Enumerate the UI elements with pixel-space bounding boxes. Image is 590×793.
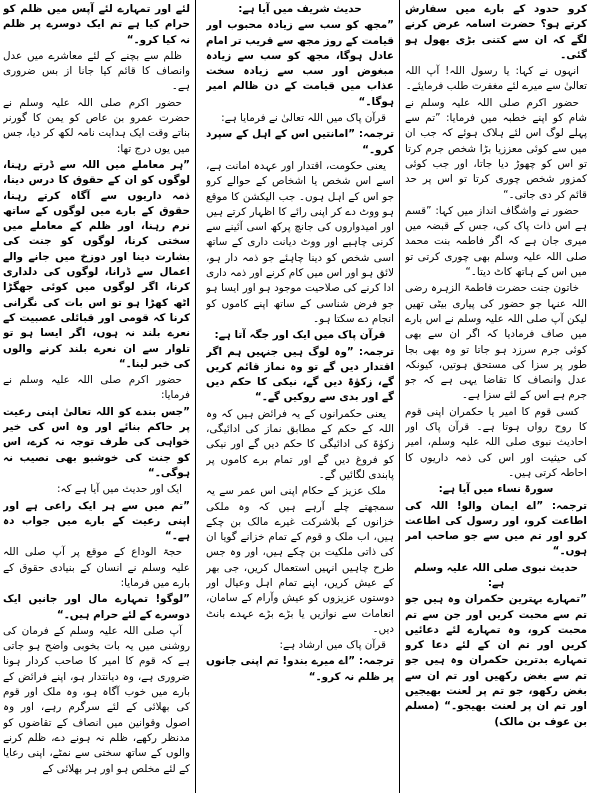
paragraph: حضور اکرم صلی اللہ علیہ وسلم نے حضرت عمرو بن عاص کو یمن کا گورنر بناتے وقت ایک ہدایت نامہ لکھ کر دیا، جس میں یوں درج تھا: bbox=[3, 96, 190, 155]
quotation: ”لوگو! تمہارے مال اور جانیں ایک دوسرے کے لئے حرام ہیں۔“ bbox=[3, 593, 190, 621]
section-heading: حدیث نبوی صلی اللہ علیہ وسلم ہے: bbox=[414, 561, 578, 589]
quotation: ”مجھ کو سب سے زیادہ محبوب اور قیامت کے روز مجھ سے قریب تر امام عادل ہوگا، مجھ کو سب سے زیادہ مبغوض اور سب سے زیادہ سخت عذاب میں قیامت کے دن ظالم امیر ہوگا۔“ bbox=[206, 19, 394, 108]
paragraph: حضور اکرم صلی اللہ علیہ وسلم نے شام کو اپنے خطبہ میں فرمایا: ”تم سے پہلے لوگ اس لئے ہلاک ہوئے کہ جب ان میں سے کوئی معززیا بڑا شخص جرم کرتا تو اس کو چھوڑ دیا جاتا، اور جب کوئی کمزور شخص چوری کرتا تو اس پر حد قائم کر دی جاتی۔“ bbox=[405, 96, 587, 201]
paragraph: حضور نے واشگاف انداز میں کہا: ”قسم ہے اس ذات پاک کی، جس کے قبضہ میں میری جان ہے کہ اگر فاطمہ بنت محمد صلی اللہ علیہ وسلم بھی چوری کرتی تو میں اس کے ہاتھ کاٹ دیتا۔“ bbox=[405, 204, 587, 279]
text-column-middle bbox=[206, 2, 394, 790]
paragraph: انہوں نے کہا: یا رسول اللہ! آپ اللہ تعالیٰ سے میرے لئے مغفرت طلب فرمایئے۔ bbox=[405, 65, 587, 93]
quotation: ترجمہ: ”اے میرے بندو! تم اپنی جانوں پر ظلم نہ کرو۔“ bbox=[206, 655, 394, 683]
quotation: ”ہر معاملے میں اللہ سے ڈرتے رہنا، لوگوں کو ان کے حقوق کا درس دینا، ذمہ داریوں سے آگاہ کرتے رہنا، حقوق کے بارے میں لوگوں کے ساتھ نرم رہنا، اور ظلم کے معاملے میں سختی کرنا، لوگوں کو جنت کی بشارت دینا اور دوزخ میں جانے والے اعمال سے ڈرانا، لوگوں کی دلداری کرنا، اگر لوگوں میں کوئی جھگڑا اٹھ کھڑا ہو تو اس بات کی نگرانی کرنا کہ قومی اور قبائلی عصبیت کے نعرے بلند نہ ہوں، اگر ایسا ہو تو تلوار سے ان نعرے بلند کرنے والوں کی خبر لینا۔“ bbox=[3, 158, 190, 370]
section-heading: سورۃ نساء میں آیا ہے: bbox=[438, 483, 554, 496]
text-column-left bbox=[3, 2, 190, 790]
paragraph: قرآن پاک میں ارشاد ہے: bbox=[279, 639, 386, 652]
paragraph: ایک اور حدیث میں آیا ہے کہ: bbox=[56, 483, 182, 496]
quotation: ترجمہ: ”اے ایمان والو! اللہ کی اطاعت کرو، اور رسول کی اطاعت کرو اور تم میں سے جو صاحب امر ہوں۔“ bbox=[405, 499, 587, 558]
section-heading: قرآن پاک میں ایک اور جگہ آتا ہے: bbox=[214, 329, 386, 342]
paragraph: خاتون جنت حضرت فاطمۃ الزہرہ رضی اللہ عنہا جو حضور کی پیاری بیٹی تھیں لیکن آپ صلی اللہ علیہ وسلم نے اس بارے میں صاف فرمادیا کہ اگر ان سے بھی کوئی جرم سرزد ہو جاتا تو وہ بھی بجا طور پر سزا کی مستحق ہوتیں، کیونکہ عدل وانصاف کا تقاضا یہی ہے کہ جو جرم ہے اس کے لئے سزا ہے۔ bbox=[405, 282, 587, 402]
paragraph: یعنی حکمرانوں کے یہ فرائض ہیں کہ وہ اللہ کے حکم کے مطابق نماز کی ادائیگی، زکوٰۃ کی ادائیگی کا حکم دیں گے اور نیکی کو فروغ دیں گے اور تمام برے کاموں پر پابندی لگائیں گے۔ bbox=[206, 407, 394, 481]
column-divider bbox=[195, 0, 196, 793]
paragraph: کرو حدود کے بارے میں سفارش کرتے ہو؟ حضرت اسامہ عرض کرنے لگے کہ ان سے کتنی بڑی بھول ہو گئی۔ bbox=[405, 3, 587, 61]
paragraph: حجۃ الوداع کے موقع پر آپ صلی اللہ علیہ وسلم نے انسان کے بنیادی حقوق کے بارے میں فرمایا: bbox=[3, 546, 190, 589]
quotation: لئے اور تمہارے لئے آپس میں ظلم کو حرام کیا ہے تم ایک دوسرے پر ظلم نہ کیا کرو۔“ bbox=[3, 3, 190, 46]
quotation: ترجمہ: ”امانتیں اس کے اہل کے سپرد کرو۔“ bbox=[206, 128, 394, 156]
paragraph: آپ صلی اللہ علیہ وسلم کے فرمان کی روشنی میں یہ بات بخوبی واضح ہو جاتی ہے کہ قوم کا امیر کا صاحب کردار ہونا ضروری ہے، وہ دیانتدار ہو، اپنے فرائض کے بارے میں خوب آگاہ ہو، وہ ملک اور قوم کی بھلائی کے لئے سرگرم رہے، اور وہ اصول وقوانین میں انصاف کے تقاضوں کو مدنظر رکھے، ظلم نہ ہونے دے، ظلم کرنے والوں کے ساتھ سختی سے نمٹے، اپنی رعایا کے لئے مخلص ہو اور ہر بھلائی کے bbox=[3, 624, 190, 775]
paragraph: کسی قوم کا امیر یا حکمران اپنی قوم کا روح رواں ہوتا ہے۔ قرآن پاک اور احادیث نبوی صلی اللہ علیہ وسلم، امیر کی حیثیت اور اس کی ذمہ داریوں کا احاطہ کرتی ہیں۔ bbox=[405, 405, 587, 479]
quotation: ترجمہ: ”وہ لوگ ہیں جنہیں ہم اگر اقتدار دیں گے تو وہ نماز قائم کریں گے، زکوٰۃ دیں گے، نیکی کا حکم دیں گے اور بدی سے روکیں گے۔“ bbox=[206, 345, 394, 404]
quotation: ”جس بندے کو اللہ تعالیٰ اپنی رعیت پر حاکم بنائے اور وہ اس کی خیر خواہی کی طرف توجہ نہ کرے، اس کو جنت کی خوشبو بھی نصیب نہ ہوگی۔“ bbox=[3, 405, 190, 479]
column-divider bbox=[399, 0, 400, 793]
text-column-right bbox=[405, 2, 587, 790]
paragraph: ظلم سے بچنے کے لئے معاشرے میں عدل وانصاف کا قائم کیا جانا از بس ضروری ہے۔ bbox=[3, 49, 190, 93]
paragraph: ملک عزیز کے حکام اپنی اس عمر سے یہ سمجھتے چلے آرہے ہیں کہ وہ ملکی خزانوں کے بلاشرکت غیرے مالک بن چکے ہیں، اب ملک و قوم کے تمام خزانے گویا ان کی ذاتی ملکیت بن چکے ہیں، اور وہ جس طرح چاہیں انہیں استعمال کریں، جی بھر کے عیش کریں، اپنے تمام اہل وعیال اور دوستوں عزیزوں کو عیش وآرام کے سامان، انعامات سے نوازیں یا بڑے بڑے عہدے بانٹ دیں۔ bbox=[206, 485, 394, 635]
paragraph: قرآن پاک میں اللہ تعالیٰ نے فرمایا ہے: bbox=[221, 112, 386, 125]
quotation: ”تم میں سے ہر ایک راعی ہے اور اپنی رعیت کے بارے میں جواب دہ ہے۔“ bbox=[3, 499, 190, 543]
paragraph: حضور اکرم صلی اللہ علیہ وسلم نے فرمایا: bbox=[3, 374, 190, 402]
quotation: ”تمہارے بہترین حکمران وہ ہیں جو تم سے محبت کریں اور جن سے تم محبت کرو، وہ تمہارے لئے دعائیں کریں اور تم ان کے لئے دعا کرو تمہارے بدترین حکمران وہ ہیں جو تم سے بغض رکھیں اور تم ان سے بغض رکھو، جو تم پر لعنت بھیجیں اور تم ان پر لعنت بھیجو۔“ (مسلم بن عوف بن مالک) bbox=[405, 593, 587, 728]
paragraph: یعنی حکومت، اقتدار اور عہدہ امانت ہے، اسے اس شخص یا اشخاص کے حوالے کرو جو اس کے اہل ہوں۔ جب الیکشن کا موقع ہو ووٹ دے کر اپنی رائے کا اظہار کرتے ہیں اور امیدواروں کی جانچ پرکھ اسی آئینے سے کرنی چاہیے اور ووٹ دیانت داری کے ساتھ اسی شخص کو دینا چاہئے جو ذمہ دار ہو، لائق ہو اور اس میں کام کرنے اور ذمہ داری ادا کرنے کی صلاحیت موجود ہو اور ایسا ہو جو فرض شناسی کے ساتھ اپنے کاموں کو انجام دے سکتا ہو۔ bbox=[206, 159, 394, 325]
section-heading: حدیث شریف میں آیا ہے: bbox=[238, 3, 362, 15]
